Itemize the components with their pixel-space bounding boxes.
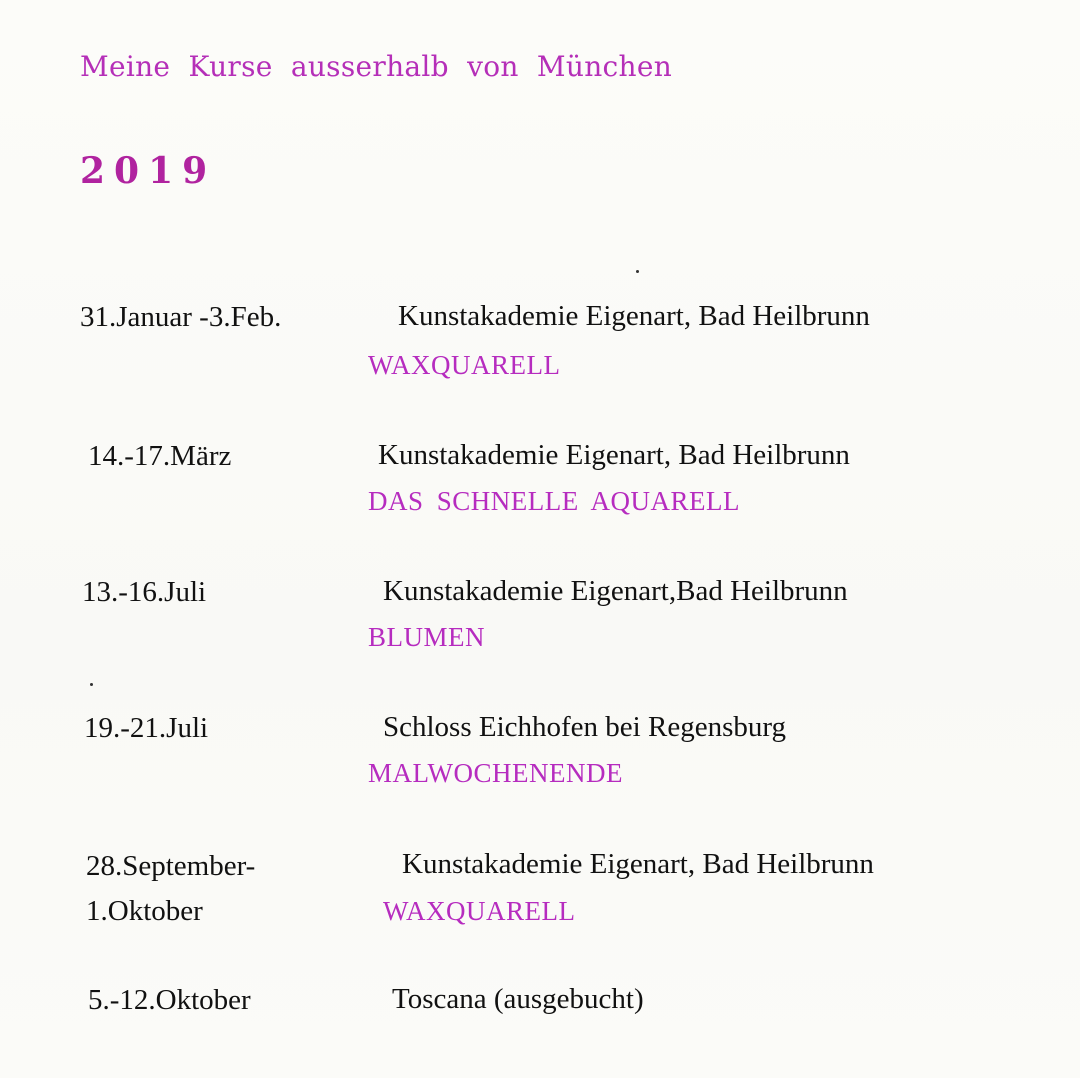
course-date: 31.Januar -3.Feb. bbox=[80, 301, 282, 333]
course-location: Kunstakademie Eigenart, Bad Heilbrunn bbox=[402, 848, 874, 880]
page-heading: Meine Kurse ausserhalb von München bbox=[80, 50, 673, 83]
course-topic: WAXQUARELL bbox=[368, 350, 561, 380]
course-location: Kunstakademie Eigenart,Bad Heilbrunn bbox=[383, 575, 848, 607]
stray-dot bbox=[636, 270, 639, 273]
course-location: Kunstakademie Eigenart, Bad Heilbrunn bbox=[398, 300, 870, 332]
course-date: 13.-16.Juli bbox=[82, 576, 207, 608]
course-date: 5.-12.Oktober bbox=[88, 984, 251, 1016]
course-date: 28.September- 1.Oktober bbox=[86, 850, 256, 927]
course-topic: BLUMEN bbox=[368, 622, 485, 652]
year-heading: 2019 bbox=[80, 150, 217, 192]
course-topic: DAS SCHNELLE AQUARELL bbox=[368, 486, 740, 516]
course-location: Kunstakademie Eigenart, Bad Heilbrunn bbox=[378, 439, 850, 471]
course-location: Schloss Eichhofen bei Regensburg bbox=[383, 711, 786, 743]
course-topic: MALWOCHENENDE bbox=[368, 758, 623, 788]
course-location: Toscana (ausgebucht) bbox=[392, 983, 644, 1015]
course-topic: WAXQUARELL bbox=[383, 896, 576, 926]
stray-dot bbox=[90, 683, 93, 686]
course-date: 14.-17.März bbox=[88, 440, 232, 472]
course-date: 19.-21.Juli bbox=[84, 712, 209, 744]
